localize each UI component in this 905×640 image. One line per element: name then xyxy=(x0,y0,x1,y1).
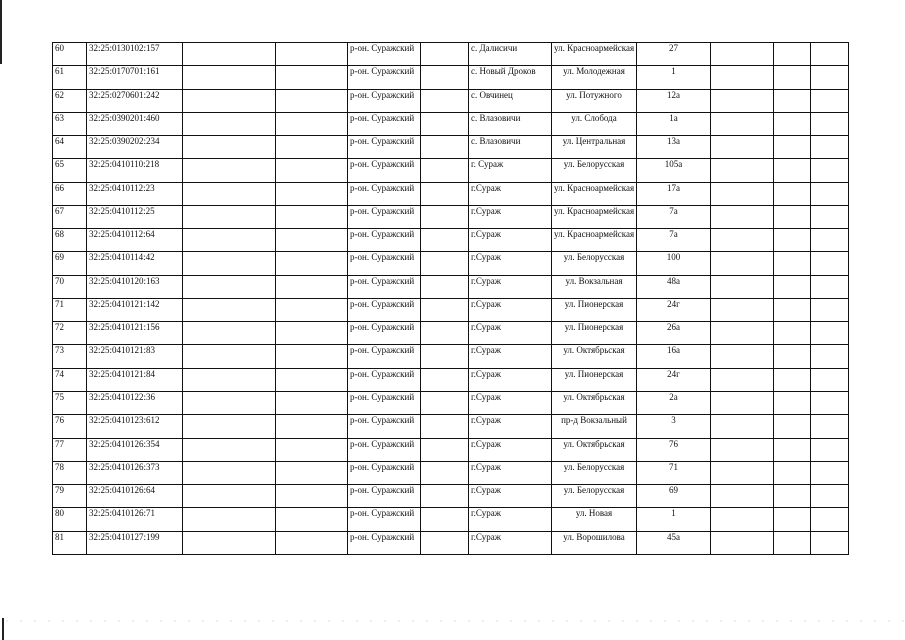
cell-street: ул. Октябрьская xyxy=(552,391,637,414)
table-row xyxy=(53,391,849,414)
cell-empty xyxy=(421,275,469,298)
table-row xyxy=(53,159,849,182)
cell-empty xyxy=(276,275,348,298)
cell-district: р-он. Суражский xyxy=(348,205,421,228)
cell-district: р-он. Суражский xyxy=(348,438,421,461)
cell-empty xyxy=(276,508,348,531)
cell-cadastral-number: 32:25:0410114:42 xyxy=(87,252,183,275)
cell-empty xyxy=(774,275,811,298)
cell-empty xyxy=(421,345,469,368)
cell-empty xyxy=(183,345,276,368)
cell-empty xyxy=(276,252,348,275)
cell-empty xyxy=(421,391,469,414)
cell-row-number: 79 xyxy=(53,485,87,508)
table-row xyxy=(53,252,849,275)
cell-empty xyxy=(811,531,849,554)
cell-empty xyxy=(276,298,348,321)
cell-empty xyxy=(276,531,348,554)
cell-empty xyxy=(183,89,276,112)
cell-empty xyxy=(183,229,276,252)
cell-street: ул. Красноармейская xyxy=(552,182,637,205)
cell-empty xyxy=(811,66,849,89)
cell-street: ул. Октябрьская xyxy=(552,345,637,368)
cell-row-number: 70 xyxy=(53,275,87,298)
cell-empty xyxy=(811,89,849,112)
cell-empty xyxy=(774,368,811,391)
cell-cadastral-number: 32:25:0410123:612 xyxy=(87,415,183,438)
cell-row-number: 62 xyxy=(53,89,87,112)
cell-empty xyxy=(711,415,774,438)
cell-row-number: 69 xyxy=(53,252,87,275)
table-row xyxy=(53,205,849,228)
cell-empty xyxy=(711,438,774,461)
cell-empty xyxy=(774,205,811,228)
cell-district: р-он. Суражский xyxy=(348,112,421,135)
cell-row-number: 73 xyxy=(53,345,87,368)
cell-empty xyxy=(774,391,811,414)
cell-empty xyxy=(811,508,849,531)
cell-row-number: 72 xyxy=(53,322,87,345)
cell-empty xyxy=(711,89,774,112)
cell-empty xyxy=(276,229,348,252)
cell-house-number: 7а xyxy=(637,205,711,228)
table-row xyxy=(53,298,849,321)
table-row xyxy=(53,182,849,205)
cell-locality: с. Влазовичи xyxy=(469,136,552,159)
cell-cadastral-number: 32:25:0410121:156 xyxy=(87,322,183,345)
cell-empty xyxy=(774,322,811,345)
cell-district: р-он. Суражский xyxy=(348,252,421,275)
cell-district: р-он. Суражский xyxy=(348,298,421,321)
cell-district: р-он. Суражский xyxy=(348,415,421,438)
cell-cadastral-number: 32:25:0410120:163 xyxy=(87,275,183,298)
cell-empty xyxy=(711,531,774,554)
table-row xyxy=(53,322,849,345)
cell-empty xyxy=(811,229,849,252)
cell-empty xyxy=(276,136,348,159)
registry-rows xyxy=(53,43,849,555)
cell-district: р-он. Суражский xyxy=(348,461,421,484)
cell-house-number: 1 xyxy=(637,508,711,531)
cell-empty xyxy=(711,345,774,368)
cell-house-number: 45а xyxy=(637,531,711,554)
cell-row-number: 65 xyxy=(53,159,87,182)
cell-empty xyxy=(421,136,469,159)
cell-empty xyxy=(711,112,774,135)
cell-empty xyxy=(774,485,811,508)
cell-cadastral-number: 32:25:0270601:242 xyxy=(87,89,183,112)
cell-house-number: 13а xyxy=(637,136,711,159)
cell-empty xyxy=(711,159,774,182)
cell-house-number: 105а xyxy=(637,159,711,182)
cell-district: р-он. Суражский xyxy=(348,89,421,112)
cell-empty xyxy=(276,461,348,484)
table-row xyxy=(53,43,849,66)
cell-empty xyxy=(183,485,276,508)
cell-row-number: 66 xyxy=(53,182,87,205)
cell-empty xyxy=(711,229,774,252)
cell-street: ул. Белорусская xyxy=(552,461,637,484)
cell-empty xyxy=(774,229,811,252)
cell-empty xyxy=(811,345,849,368)
cell-empty xyxy=(183,322,276,345)
cell-empty xyxy=(421,252,469,275)
cell-empty xyxy=(711,136,774,159)
cell-street: ул. Пионерская xyxy=(552,368,637,391)
cell-locality: г.Сураж xyxy=(469,461,552,484)
table-row xyxy=(53,368,849,391)
cell-empty xyxy=(711,205,774,228)
cell-empty xyxy=(183,275,276,298)
table-row xyxy=(53,485,849,508)
cell-empty xyxy=(421,298,469,321)
cell-empty xyxy=(183,182,276,205)
cell-locality: с. Далисичи xyxy=(469,43,552,66)
cell-empty xyxy=(811,485,849,508)
cell-empty xyxy=(421,461,469,484)
cell-locality: г.Сураж xyxy=(469,391,552,414)
cell-empty xyxy=(774,112,811,135)
cell-empty xyxy=(711,485,774,508)
cell-cadastral-number: 32:25:0410112:23 xyxy=(87,182,183,205)
cell-empty xyxy=(711,66,774,89)
cell-district: р-он. Суражский xyxy=(348,66,421,89)
cell-empty xyxy=(774,43,811,66)
cell-street: ул. Октябрьская xyxy=(552,438,637,461)
cell-empty xyxy=(183,205,276,228)
cell-house-number: 1 xyxy=(637,66,711,89)
cell-row-number: 78 xyxy=(53,461,87,484)
cell-street: ул. Красноармейская xyxy=(552,205,637,228)
cell-cadastral-number: 32:25:0390201:460 xyxy=(87,112,183,135)
cell-house-number: 12а xyxy=(637,89,711,112)
cell-empty xyxy=(183,252,276,275)
cell-cadastral-number: 32:25:0410126:64 xyxy=(87,485,183,508)
cell-empty xyxy=(276,112,348,135)
cell-empty xyxy=(183,438,276,461)
cell-street: ул. Пионерская xyxy=(552,322,637,345)
cell-row-number: 76 xyxy=(53,415,87,438)
cell-empty xyxy=(774,66,811,89)
cell-empty xyxy=(711,368,774,391)
cell-empty xyxy=(276,485,348,508)
cell-empty xyxy=(774,531,811,554)
cell-empty xyxy=(183,508,276,531)
table-row xyxy=(53,531,849,554)
cell-empty xyxy=(276,89,348,112)
table-row xyxy=(53,112,849,135)
cell-row-number: 60 xyxy=(53,43,87,66)
cell-locality: г.Сураж xyxy=(469,531,552,554)
cell-empty xyxy=(811,391,849,414)
cell-empty xyxy=(183,298,276,321)
table-row xyxy=(53,415,849,438)
cell-locality: с. Новый Дроков xyxy=(469,66,552,89)
cell-empty xyxy=(811,112,849,135)
cell-district: р-он. Суражский xyxy=(348,43,421,66)
cell-empty xyxy=(421,89,469,112)
cell-empty xyxy=(421,43,469,66)
cell-empty xyxy=(276,391,348,414)
cell-district: р-он. Суражский xyxy=(348,531,421,554)
cell-empty xyxy=(276,345,348,368)
cell-empty xyxy=(774,252,811,275)
cell-cadastral-number: 32:25:0410110:218 xyxy=(87,159,183,182)
cell-street: ул. Красноармейская xyxy=(552,229,637,252)
cell-empty xyxy=(711,322,774,345)
cell-empty xyxy=(711,252,774,275)
cell-empty xyxy=(183,415,276,438)
cell-empty xyxy=(811,252,849,275)
cell-empty xyxy=(774,89,811,112)
cell-empty xyxy=(276,66,348,89)
cell-district: р-он. Суражский xyxy=(348,275,421,298)
table-row xyxy=(53,438,849,461)
cell-district: р-он. Суражский xyxy=(348,229,421,252)
cell-empty xyxy=(774,136,811,159)
cell-house-number: 26а xyxy=(637,322,711,345)
cell-empty xyxy=(774,298,811,321)
cell-empty xyxy=(774,438,811,461)
cell-empty xyxy=(183,136,276,159)
cell-district: р-он. Суражский xyxy=(348,136,421,159)
cell-empty xyxy=(421,322,469,345)
cell-empty xyxy=(811,43,849,66)
cell-empty xyxy=(183,66,276,89)
cell-cadastral-number: 32:25:0170701:161 xyxy=(87,66,183,89)
cell-street: ул. Красноармейская xyxy=(552,43,637,66)
cell-house-number: 24г xyxy=(637,368,711,391)
cell-empty xyxy=(774,415,811,438)
cell-locality: г.Сураж xyxy=(469,275,552,298)
cell-locality: г.Сураж xyxy=(469,322,552,345)
cell-locality: г.Сураж xyxy=(469,229,552,252)
cell-empty xyxy=(811,368,849,391)
cell-empty xyxy=(183,391,276,414)
cell-empty xyxy=(811,159,849,182)
cell-cadastral-number: 32:25:0390202:234 xyxy=(87,136,183,159)
cell-house-number: 71 xyxy=(637,461,711,484)
cell-empty xyxy=(711,43,774,66)
cell-cadastral-number: 32:25:0410121:142 xyxy=(87,298,183,321)
cell-empty xyxy=(183,461,276,484)
cell-row-number: 68 xyxy=(53,229,87,252)
cell-house-number: 48а xyxy=(637,275,711,298)
cell-street: ул. Молодежная xyxy=(552,66,637,89)
table-row xyxy=(53,461,849,484)
cell-empty xyxy=(811,275,849,298)
cell-empty xyxy=(183,531,276,554)
cell-empty xyxy=(711,391,774,414)
cell-cadastral-number: 32:25:0410112:25 xyxy=(87,205,183,228)
cell-empty xyxy=(276,159,348,182)
cell-district: р-он. Суражский xyxy=(348,391,421,414)
cell-locality: г.Сураж xyxy=(469,368,552,391)
table-row xyxy=(53,229,849,252)
cell-house-number: 16а xyxy=(637,345,711,368)
cell-house-number: 24г xyxy=(637,298,711,321)
table-row xyxy=(53,508,849,531)
table-row xyxy=(53,275,849,298)
cell-empty xyxy=(811,461,849,484)
cell-street: ул. Вокзальная xyxy=(552,275,637,298)
cell-empty xyxy=(183,43,276,66)
cell-cadastral-number: 32:25:0410112:64 xyxy=(87,229,183,252)
cell-house-number: 1а xyxy=(637,112,711,135)
cell-cadastral-number: 32:25:0410122:36 xyxy=(87,391,183,414)
cell-street: ул. Пионерская xyxy=(552,298,637,321)
cell-row-number: 61 xyxy=(53,66,87,89)
cell-empty xyxy=(421,182,469,205)
cell-locality: г.Сураж xyxy=(469,345,552,368)
cell-locality: г.Сураж xyxy=(469,298,552,321)
cell-empty xyxy=(811,415,849,438)
cell-empty xyxy=(421,508,469,531)
cell-empty xyxy=(711,508,774,531)
table-row xyxy=(53,136,849,159)
cell-cadastral-number: 32:25:0410126:71 xyxy=(87,508,183,531)
cell-empty xyxy=(421,159,469,182)
cell-street: ул. Центральная xyxy=(552,136,637,159)
cell-locality: г.Сураж xyxy=(469,508,552,531)
cell-row-number: 80 xyxy=(53,508,87,531)
cell-empty xyxy=(811,298,849,321)
cell-house-number: 17а xyxy=(637,182,711,205)
cell-street: ул. Слобода xyxy=(552,112,637,135)
cell-locality: г. Сураж xyxy=(469,159,552,182)
cell-empty xyxy=(276,322,348,345)
cell-empty xyxy=(276,438,348,461)
cell-empty xyxy=(774,461,811,484)
cell-empty xyxy=(276,415,348,438)
scan-edge-line xyxy=(0,0,2,64)
cell-district: р-он. Суражский xyxy=(348,368,421,391)
cell-empty xyxy=(711,461,774,484)
cell-empty xyxy=(774,182,811,205)
cell-district: р-он. Суражский xyxy=(348,485,421,508)
table-row xyxy=(53,345,849,368)
cell-empty xyxy=(711,298,774,321)
cell-empty xyxy=(421,205,469,228)
cell-cadastral-number: 32:25:0410121:83 xyxy=(87,345,183,368)
cell-empty xyxy=(421,415,469,438)
cell-house-number: 76 xyxy=(637,438,711,461)
cell-empty xyxy=(811,322,849,345)
cell-empty xyxy=(811,438,849,461)
cell-locality: г.Сураж xyxy=(469,205,552,228)
cell-locality: г.Сураж xyxy=(469,415,552,438)
cell-empty xyxy=(811,182,849,205)
cell-district: р-он. Суражский xyxy=(348,508,421,531)
cell-row-number: 75 xyxy=(53,391,87,414)
cell-locality: г.Сураж xyxy=(469,438,552,461)
cell-cadastral-number: 32:25:0410126:354 xyxy=(87,438,183,461)
cell-empty xyxy=(711,182,774,205)
cell-locality: с. Влазовичи xyxy=(469,112,552,135)
cell-cadastral-number: 32:25:0410127:199 xyxy=(87,531,183,554)
cell-empty xyxy=(183,368,276,391)
cell-empty xyxy=(421,229,469,252)
cell-street: пр-д Вокзальный xyxy=(552,415,637,438)
cell-row-number: 74 xyxy=(53,368,87,391)
cell-empty xyxy=(421,66,469,89)
cell-empty xyxy=(774,345,811,368)
cell-empty xyxy=(421,438,469,461)
cell-empty xyxy=(421,112,469,135)
table-row xyxy=(53,66,849,89)
scan-noise xyxy=(0,620,905,622)
cell-house-number: 100 xyxy=(637,252,711,275)
cell-locality: г.Сураж xyxy=(469,182,552,205)
table-row xyxy=(53,89,849,112)
cell-row-number: 77 xyxy=(53,438,87,461)
cell-house-number: 2а xyxy=(637,391,711,414)
cell-house-number: 7а xyxy=(637,229,711,252)
cell-locality: г.Сураж xyxy=(469,485,552,508)
cell-street: ул. Белорусская xyxy=(552,485,637,508)
cell-empty xyxy=(276,368,348,391)
cell-district: р-он. Суражский xyxy=(348,322,421,345)
cell-cadastral-number: 32:25:0410121:84 xyxy=(87,368,183,391)
cell-district: р-он. Суражский xyxy=(348,159,421,182)
cell-empty xyxy=(276,205,348,228)
cell-locality: с. Овчинец xyxy=(469,89,552,112)
cell-empty xyxy=(711,275,774,298)
cell-street: ул. Ворошилова xyxy=(552,531,637,554)
cell-empty xyxy=(421,531,469,554)
cell-house-number: 3 xyxy=(637,415,711,438)
cell-empty xyxy=(421,485,469,508)
cell-street: ул. Белорусская xyxy=(552,252,637,275)
cell-street: ул. Белорусская xyxy=(552,159,637,182)
cell-district: р-он. Суражский xyxy=(348,345,421,368)
cell-house-number: 69 xyxy=(637,485,711,508)
cell-empty xyxy=(276,43,348,66)
cell-row-number: 67 xyxy=(53,205,87,228)
cell-row-number: 64 xyxy=(53,136,87,159)
cell-empty xyxy=(421,368,469,391)
cell-empty xyxy=(183,112,276,135)
cell-house-number: 27 xyxy=(637,43,711,66)
cell-locality: г.Сураж xyxy=(469,252,552,275)
cell-empty xyxy=(811,136,849,159)
property-registry-table xyxy=(52,42,849,555)
cell-row-number: 81 xyxy=(53,531,87,554)
cell-empty xyxy=(811,205,849,228)
cell-street: ул. Потужного xyxy=(552,89,637,112)
cell-empty xyxy=(774,508,811,531)
cell-district: р-он. Суражский xyxy=(348,182,421,205)
cell-cadastral-number: 32:25:0410126:373 xyxy=(87,461,183,484)
cell-street: ул. Новая xyxy=(552,508,637,531)
cell-empty xyxy=(183,159,276,182)
cell-empty xyxy=(774,159,811,182)
cell-cadastral-number: 32:25:0130102:157 xyxy=(87,43,183,66)
cell-row-number: 71 xyxy=(53,298,87,321)
cell-empty xyxy=(276,182,348,205)
cell-row-number: 63 xyxy=(53,112,87,135)
